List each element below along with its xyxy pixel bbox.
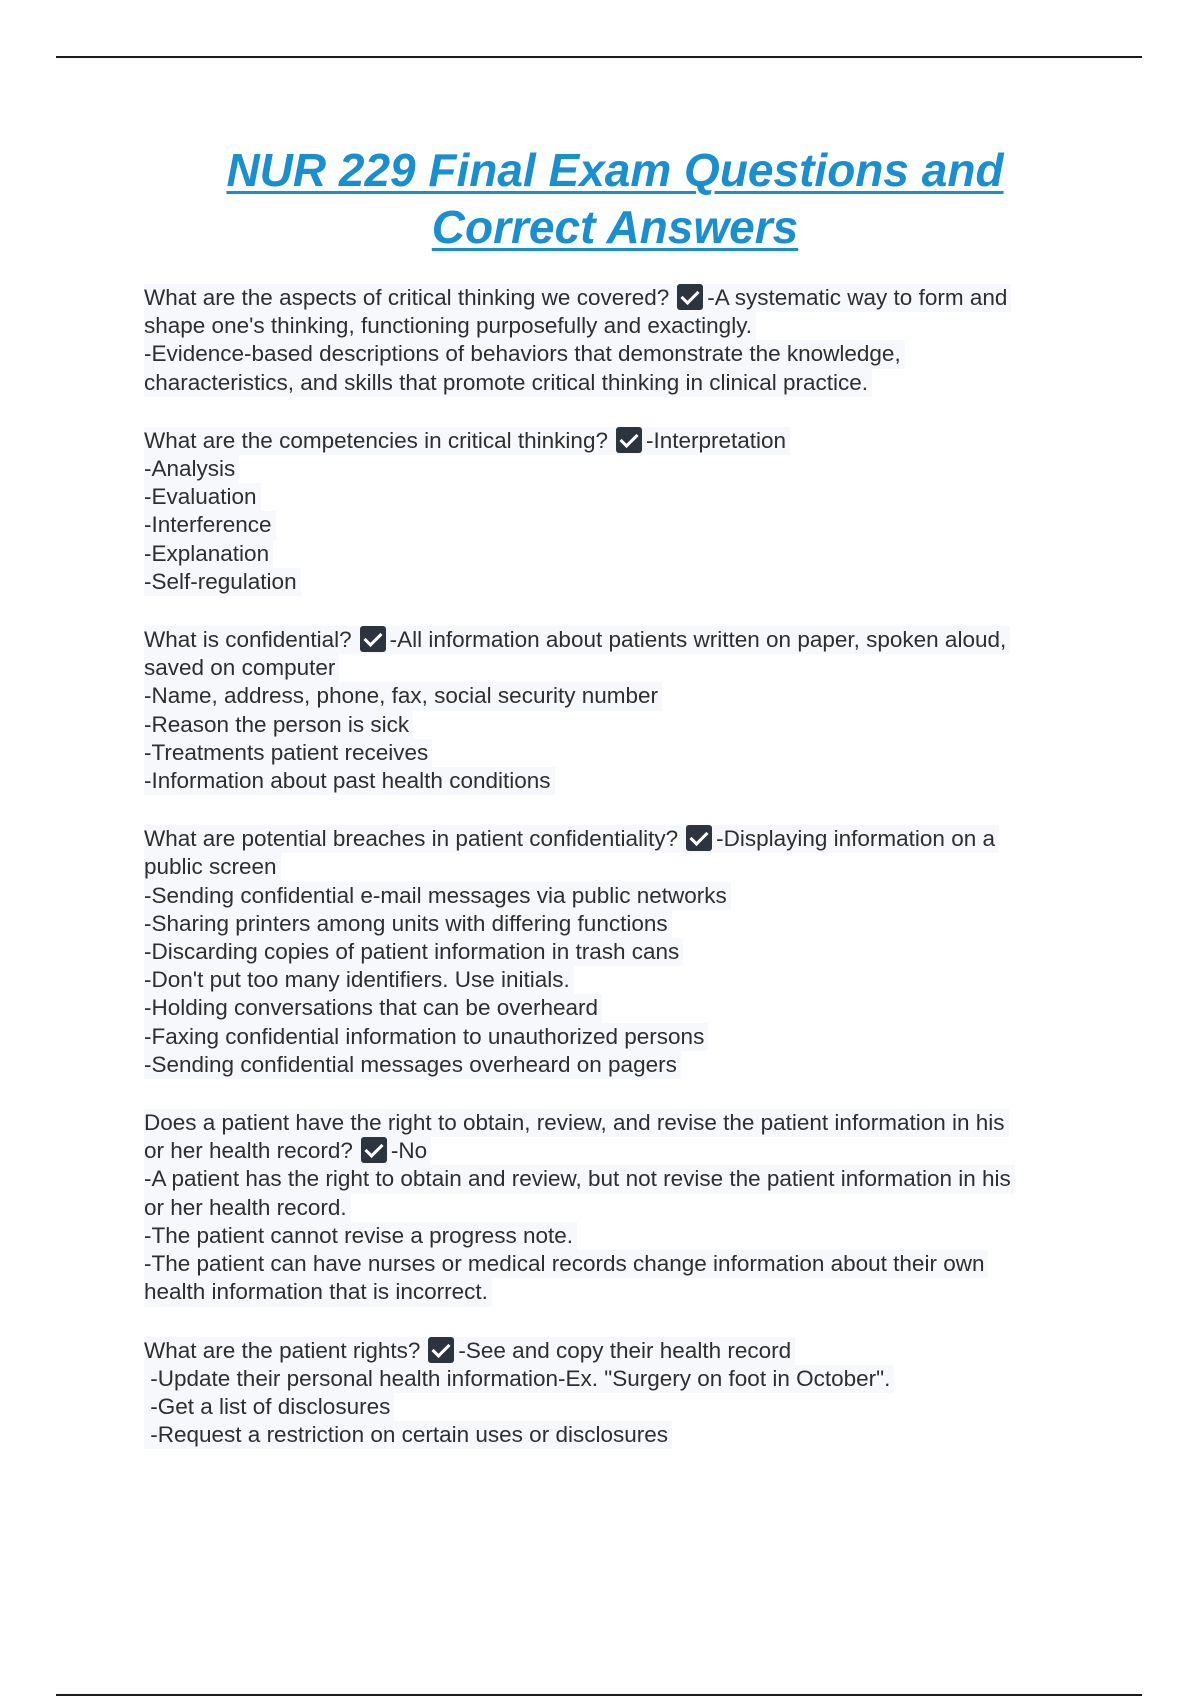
answer-line: characteristics, and skills that promote critical thinking in clinical practice. [144,369,872,397]
answer-line: health information that is incorrect. [144,1278,492,1306]
answer-text: -See and copy their health record [458,1337,792,1363]
answer-line: -Information about past health conditions [144,767,555,795]
question-text: What are potential breaches in patient confidentiality? [144,826,679,852]
answer-line: -Update their personal health information-Ex. "Surgery on foot in October". [144,1365,894,1393]
answer-line: -Evidence-based descriptions of behaviors that demonstrate the knowledge, [144,340,905,368]
answer-line: -Treatments patient receives [144,739,432,767]
answer-line: -Reason the person is sick [144,711,413,739]
question-text: What are the patient rights? [144,1337,421,1363]
qa-item [144,284,1084,397]
answer-line: -Don't put too many identifiers. Use initials. [144,966,574,994]
answer-line: -Sending confidential e-mail messages via public networks [144,882,731,910]
top-rule [56,56,1142,58]
answer-line: -Name, address, phone, fax, social security number [144,682,662,710]
answer-text: -A systematic way to form and [707,285,1008,310]
answer-line: -Request a restriction on certain uses or disclosures [144,1421,672,1449]
answer-line: saved on computer [144,654,339,682]
answer-line: -Evaluation [144,483,261,511]
answer-line: -Explanation [144,540,273,568]
answer-line: -Faxing confidential information to unauthorized persons [144,1023,708,1051]
answer-line: -Sending confidential messages overheard on pagers [144,1051,681,1079]
qa-item [144,427,1084,596]
question-text: Does a patient have the right to obtain, review, and revise the patient information in his [144,1109,1009,1137]
answer-line: -Get a list of disclosures [144,1393,394,1421]
answer-line: -Analysis [144,455,239,483]
answer-line: -Discarding copies of patient information in trash cans [144,938,683,966]
check-icon [677,284,703,310]
document-title [140,142,1090,256]
answer-line: -The patient can have nurses or medical records change information about their own [144,1250,988,1278]
answer-line: -Sharing printers among units with differing functions [144,910,672,938]
question-text: What are the competencies in critical thinking? [144,427,608,453]
answer-line: -A patient has the right to obtain and review, but not revise the patient information in his [144,1165,1015,1193]
answer-text: -Displaying information on a [716,826,995,852]
question-text: What is confidential? [144,627,352,653]
answer-line: public screen [144,853,281,881]
answer-line: shape one's thinking, functioning purposefully and exactingly. [144,312,756,340]
answer-line: -Holding conversations that can be overheard [144,994,602,1022]
answer-line: or her health record. [144,1194,351,1222]
question-text: or her health record? [144,1138,353,1164]
check-icon [428,1337,454,1363]
check-icon [686,825,712,851]
qa-item [144,1337,1084,1450]
qa-list [144,284,1084,1479]
qa-item [144,626,1084,795]
answer-text: -Interpretation [645,427,787,453]
answer-line: -Self-regulation [144,568,301,596]
answer-line: -The patient cannot revise a progress note. [144,1222,577,1250]
title-line-2: Correct Answers [431,201,799,253]
answer-text: -All information about patients written on paper, spoken aloud, [389,627,1007,653]
answer-line: -Interference [144,511,276,539]
qa-item [144,1109,1084,1306]
check-icon [616,427,642,453]
bottom-rule [56,1694,1142,1696]
check-icon [361,1137,387,1163]
title-line-1: NUR 229 Final Exam Questions and [226,144,1004,196]
qa-item [144,825,1084,1079]
answer-text: -No [390,1138,428,1164]
check-icon [360,626,386,652]
question-text: What are the aspects of critical thinking we covered? [144,285,670,310]
